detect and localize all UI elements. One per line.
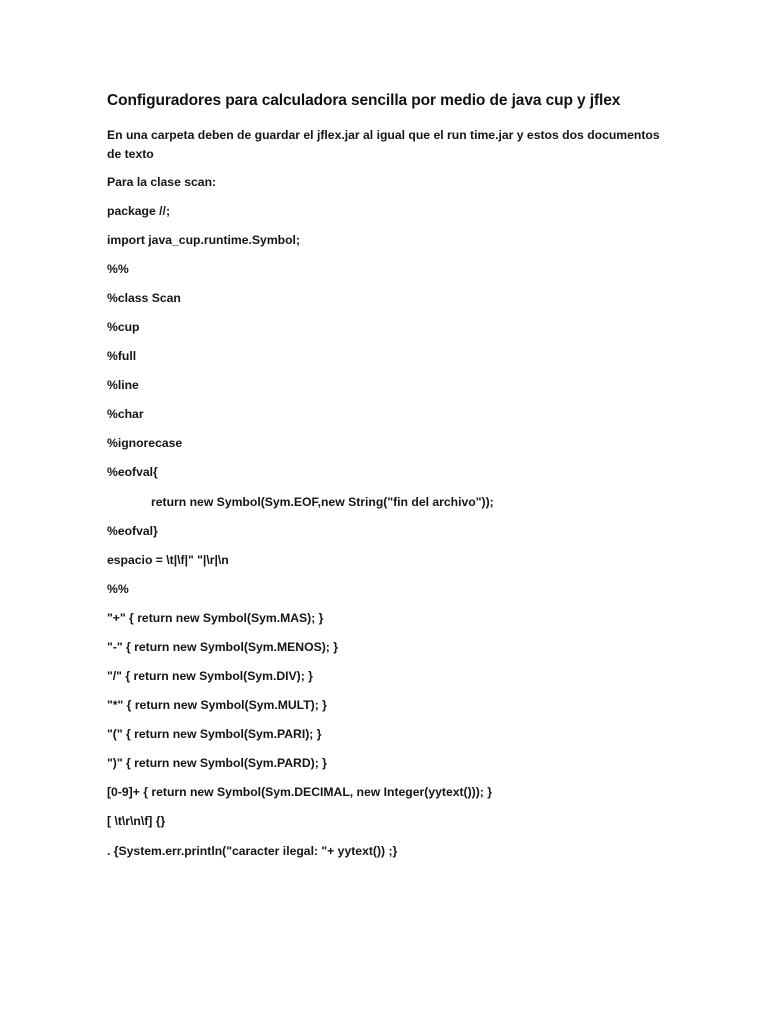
- code-line: %eofval}: [107, 524, 158, 538]
- code-line: %%: [107, 262, 129, 276]
- code-line: %class Scan: [107, 291, 181, 305]
- code-line: . {System.err.println("caracter ilegal: "+ yytext()) ;}: [107, 844, 398, 858]
- code-line: package //;: [107, 204, 170, 218]
- code-line: "/" { return new Symbol(Sym.DIV); }: [107, 669, 313, 683]
- code-line: import java_cup.runtime.Symbol;: [107, 233, 301, 247]
- code-line: "*" { return new Symbol(Sym.MULT); }: [107, 698, 327, 712]
- code-line: %line: [107, 378, 139, 392]
- code-line: [ \t\r\n\f] {}: [107, 814, 166, 828]
- code-line: "(" { return new Symbol(Sym.PARI); }: [107, 727, 322, 741]
- code-line: [0-9]+ { return new Symbol(Sym.DECIMAL, new Integer(yytext())); }: [107, 785, 492, 799]
- intro-paragraph: En una carpeta deben de guardar el jflex.jar al igual que el run time.jar y estos dos documentos de texto: [107, 128, 660, 161]
- document-title: Configuradores para calculadora sencilla por medio de java cup y jflex: [107, 92, 621, 109]
- code-line: %ignorecase: [107, 436, 183, 450]
- code-line: %eofval{: [107, 465, 158, 479]
- code-line: ")" { return new Symbol(Sym.PARD); }: [107, 756, 327, 770]
- code-line-indented: return new Symbol(Sym.EOF,new String("fin del archivo"));: [151, 495, 494, 509]
- code-line: %full: [107, 349, 137, 363]
- code-line: espacio = \t|\f|" "|\r|\n: [107, 553, 229, 567]
- code-line: "+" { return new Symbol(Sym.MAS); }: [107, 611, 324, 625]
- code-line: %cup: [107, 320, 140, 334]
- code-line: %%: [107, 582, 129, 596]
- section-heading: Para la clase scan:: [107, 175, 217, 189]
- code-line: %char: [107, 407, 144, 421]
- code-line: "-" { return new Symbol(Sym.MENOS); }: [107, 640, 338, 654]
